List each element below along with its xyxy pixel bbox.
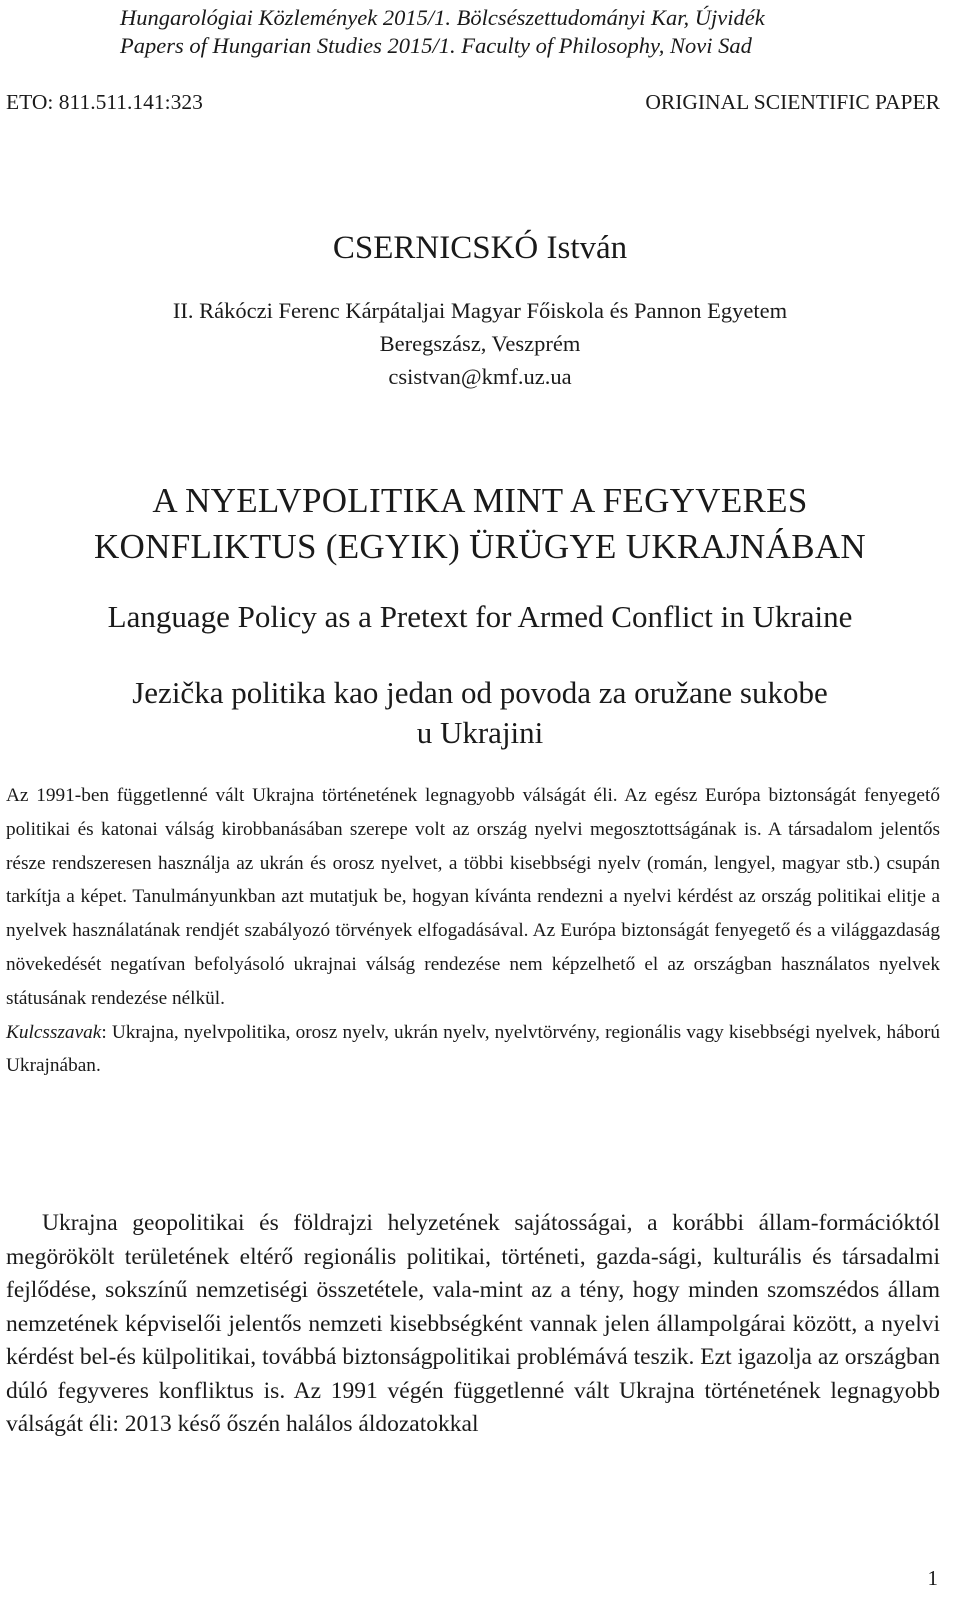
title-hungarian-line-2: KONFLIKTUS (EGYIK) ÜRÜGYE UKRAJNÁBAN	[93, 527, 866, 566]
author-affiliation-block	[0, 294, 960, 393]
keywords	[6, 1016, 940, 1084]
page-number: 1	[927, 1566, 938, 1590]
title-serbian-line-2: u Ukrajini	[416, 715, 544, 750]
udc-code: ETO: 811.511.141:323	[6, 90, 203, 114]
journal-header	[120, 4, 765, 60]
title-english: Language Policy as a Pretext for Armed Conflict in Ukraine	[107, 599, 853, 634]
author-name: CSERNICSKÓ István	[332, 230, 628, 266]
keywords-list: : Ukrajna, nyelvpolitika, orosz nyelv, ukrán nyelv, nyelvtörvény, regionális vagy kisebbségi nyelvek, háború Ukrajnában.	[6, 1021, 940, 1077]
title-hungarian-line-1: A NYELVPOLITIKA MINT A FEGYVERES	[152, 481, 808, 520]
abstract	[6, 779, 940, 1083]
title-hungarian	[0, 478, 960, 570]
classification-row	[6, 88, 940, 116]
affiliation: II. Rákóczi Ferenc Kárpátaljai Magyar Főiskola és Pannon Egyetem	[172, 298, 788, 323]
body-paragraph: Ukrajna geopolitikai és földrajzi helyzetének sajátosságai, a korábbi állam-formációktól megörökölt területének eltérő regionális politikai, történeti, gazda-sági, kulturális és társadalmi fejlődése, sokszínű nemzetiségi összetétele, vala-mint az a tény, hogy minden szomszédos állam nemzetének képviselői jelentős nemzeti kisebbségként vannak jelen állampolgárai között, a nyelvi kérdést bel-és külpolitikai, továbbá biztonságpolitikai problémává teszik. Ezt igazolja az országban dúló fegyveres konfliktus is. Az 1991 végén függetlenné vált Ukrajna történetének legnagyobb válságát éli: 2013 késő őszén halálos áldozatokkal	[6, 1210, 940, 1437]
journal-line-hungarian: Hungarológiai Közlemények 2015/1. Bölcsészettudományi Kar, Újvidék	[120, 5, 765, 30]
journal-line-english: Papers of Hungarian Studies 2015/1. Faculty of Philosophy, Novi Sad	[120, 33, 752, 58]
location: Beregszász, Veszprém	[379, 331, 581, 356]
title-serbian-line-1: Jezička politika kao jedan od povoda za oružane sukobe	[132, 675, 828, 710]
keywords-label: Kulcsszavak	[6, 1021, 102, 1043]
title-serbian	[0, 673, 960, 753]
abstract-text: Az 1991-ben függetlenné vált Ukrajna történetének legnagyobb válságát éli. Az egész Európa biztonságát fenyegető politikai és katonai válság kirobbanásában szerepe volt az ország nyelvi megosztottságának is. A társadalom jelentős része rendszeresen használja az ukrán és orosz nyelvet, a többi kisebbségi nyelv (román, lengyel, magyar stb.) csupán tarkítja a képet. Tanulmányunkban azt mutatjuk be, hogyan kívánta rendezni a nyelvi kérdést az ország politikai elitje a nyelvek használatának rendjét szabályozó törvények elfogadásával. Az Európa biztonságát fenyegető és a világgazdaság növekedését negatívan befolyásoló ukrajnai válság rendezése nem képzelhető el az országban használatos nyelvek státusának rendezése nélkül.	[6, 785, 940, 1009]
paper-type: ORIGINAL SCIENTIFIC PAPER	[645, 90, 940, 114]
email: csistvan@kmf.uz.ua	[388, 364, 572, 389]
